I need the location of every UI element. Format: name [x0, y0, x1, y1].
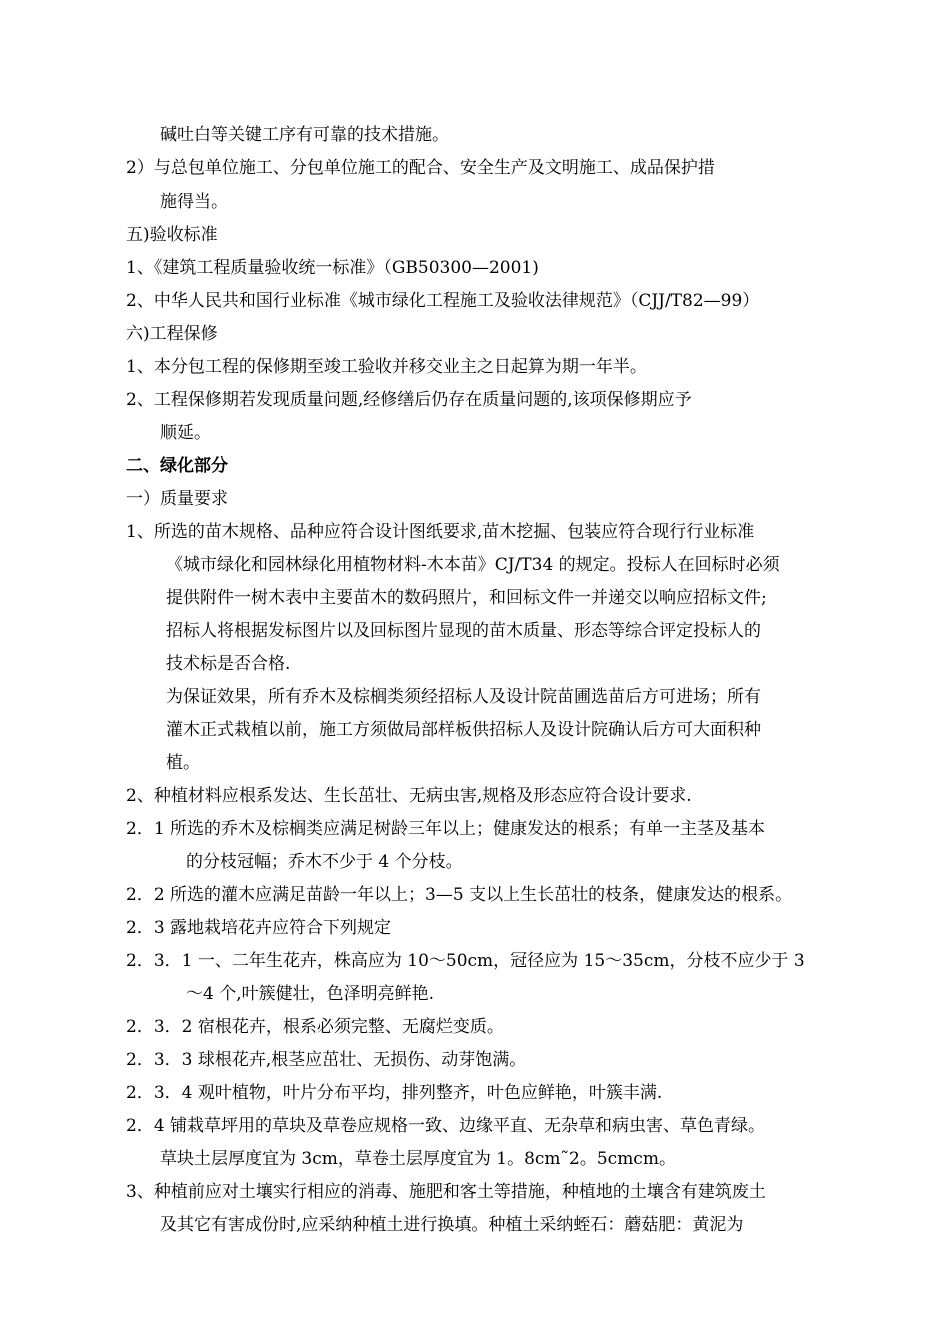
- text-line: 《城市绿化和园林绿化用植物材料-木本苗》CJ/T34 的规定。投标人在回标时必须: [166, 555, 780, 575]
- text-line: 2．1 所选的乔木及棕榈类应满足树龄三年以上；健康发达的根系；有单一主茎及基本: [126, 819, 766, 839]
- text-line: 2）与总包单位施工、分包单位施工的配合、安全生产及文明施工、成品保护措: [126, 158, 715, 178]
- text-line: 技术标是否合格.: [166, 654, 291, 674]
- text-line: 提供附件一树木表中主要苗木的数码照片，和回标文件一并递交以响应招标文件;: [166, 588, 767, 608]
- text-line: 2．3．4 观叶植物，叶片分布平均，排列整齐，叶色应鲜艳，叶簇丰满.: [126, 1083, 663, 1103]
- section-heading: 六)工程保修: [126, 324, 218, 344]
- text-line: 草块土层厚度宜为 3cm，草卷土层厚度宜为 1。8cm˜2。5cmcm。: [160, 1149, 676, 1169]
- text-line: 2、中华人民共和国行业标准《城市绿化工程施工及验收法律规范》（CJJ/T82—99）: [126, 291, 760, 311]
- section-heading: 一）质量要求: [126, 489, 228, 509]
- text-line: 2．3．2 宿根花卉，根系必须完整、无腐烂变质。: [126, 1017, 504, 1037]
- text-line: 植。: [166, 753, 200, 773]
- text-line: 2、工程保修期若发现质量问题,经修缮后仍存在质量问题的,该项保修期应予: [126, 390, 692, 410]
- text-line: 2．3．3 球根花卉,根茎应茁壮、无损伤、动芽饱满。: [126, 1050, 527, 1070]
- text-line: 招标人将根据发标图片以及回标图片显现的苗木质量、形态等综合评定投标人的: [166, 621, 761, 641]
- text-line: 3、种植前应对土壤实行相应的消毒、施肥和客土等措施，种植地的土壤含有建筑废土: [126, 1182, 766, 1202]
- text-line: ～4 个,叶簇健壮，色泽明亮鲜艳.: [186, 984, 435, 1004]
- section-heading: 五)验收标准: [126, 225, 218, 245]
- text-line: 顺延。: [160, 423, 211, 443]
- text-line: 1、《建筑工程质量验收统一标准》（GB50300—2001): [126, 258, 539, 278]
- text-line: 灌木正式栽植以前，施工方须做局部样板供招标人及设计院确认后方可大面积种: [166, 720, 761, 740]
- text-line: 的分枝冠幅；乔木不少于 4 个分枝。: [186, 852, 463, 872]
- text-line: 2．3 露地栽培花卉应符合下列规定: [126, 918, 392, 938]
- text-line: 2．3．1 一、二年生花卉，株高应为 10～50cm，冠径应为 15～35cm，分枝不应少于 3: [126, 951, 805, 971]
- part-heading: 二、绿化部分: [126, 456, 228, 476]
- text-line: 碱吐白等关键工序有可靠的技术措施。: [160, 125, 449, 145]
- text-line: 为保证效果，所有乔木及棕榈类须经招标人及设计院苗圃选苗后方可进场；所有: [166, 687, 761, 707]
- text-line: 2、种植材料应根系发达、生长茁壮、无病虫害,规格及形态应符合设计要求.: [126, 786, 692, 806]
- text-line: 1、所选的苗木规格、品种应符合设计图纸要求,苗木挖掘、包装应符合现行行业标准: [126, 522, 755, 542]
- text-line: 1、本分包工程的保修期至竣工验收并移交业主之日起算为期一年半。: [126, 357, 647, 377]
- text-line: 2．4 铺栽草坪用的草块及草卷应规格一致、边缘平直、无杂草和病虫害、草色青绿。: [126, 1116, 766, 1136]
- text-line: 2．2 所选的灌木应满足苗龄一年以上；3—5 支以上生长茁壮的枝条，健康发达的根系。: [126, 885, 793, 905]
- text-line: 施得当。: [160, 192, 228, 212]
- text-line: 及其它有害成份时,应采纳种植土进行换填。种植土采纳蛭石：蘑菇肥：黄泥为: [160, 1215, 744, 1235]
